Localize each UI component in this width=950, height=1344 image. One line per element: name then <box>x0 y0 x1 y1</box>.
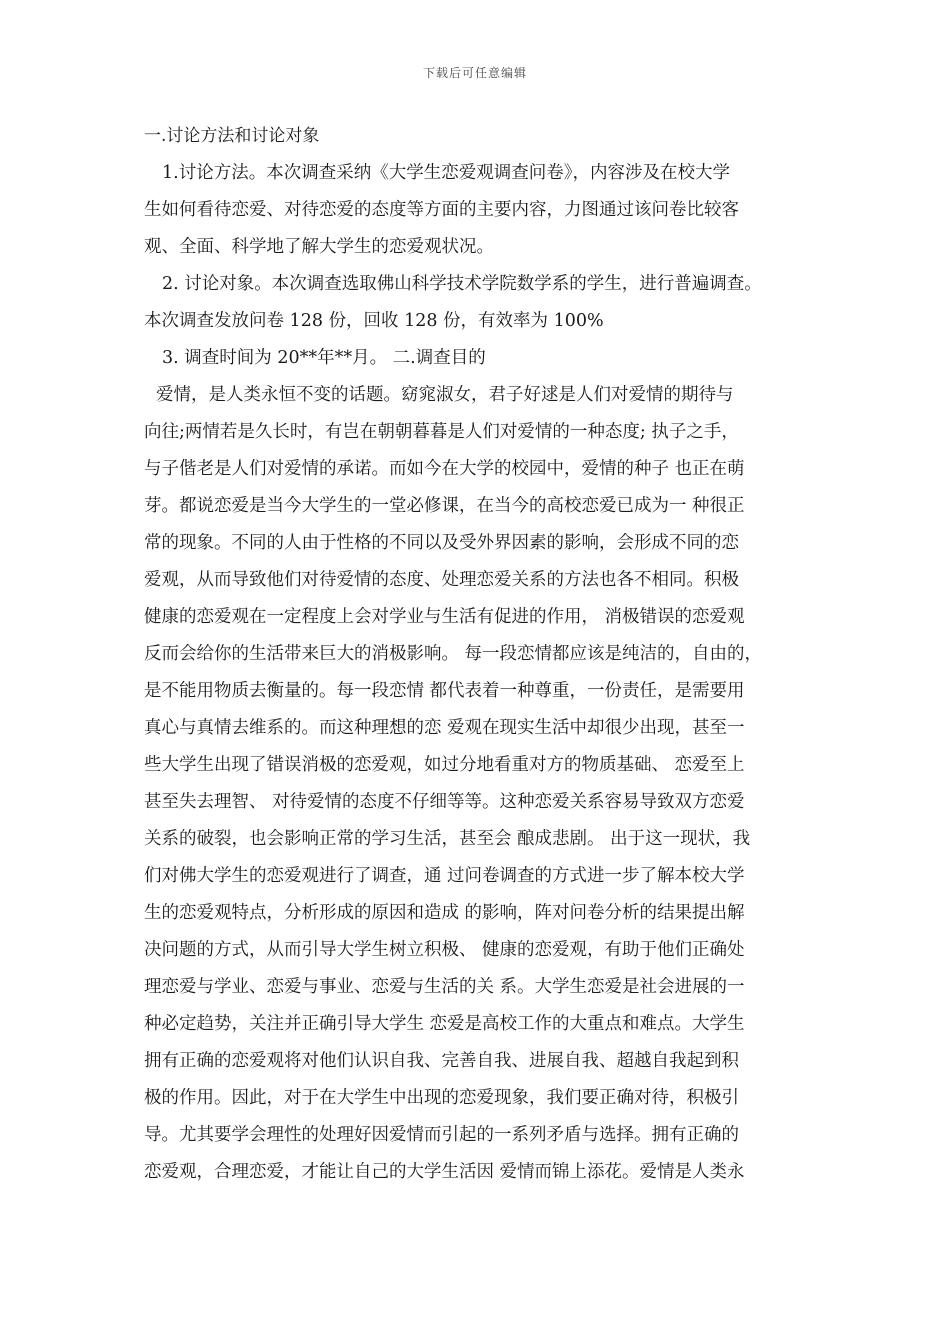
paragraph-line: 是不能用物质去衡量的。每一段恋情 都代表着一种尊重，一份责任，是需要用 <box>144 681 745 701</box>
paragraph-line: 导。尤其要学会理性的处理好因爱情而引起的一系列矛盾与选择。拥有正确的 <box>144 1125 739 1145</box>
document-body <box>144 118 824 1191</box>
paragraph-line: 爱情，是人类永恒不变的话题。窈窕淑女，君子好逑是人们对爱情的期待与 <box>156 385 734 405</box>
page-header: 下载后可任意编辑 <box>422 66 527 80</box>
paragraph-line: 1.讨论方法。本次调查采纳《大学生恋爱观调查问卷》，内容涉及在校大学 <box>162 163 730 183</box>
paragraph-line: 真心与真情去维系的。而这种理想的恋 爱观在现实生活中却很少出现，甚至一 <box>144 718 745 738</box>
paragraph-line: 关系的破裂，也会影响正常的学习生活，甚至会 酿成悲剧。 出于这一现状，我 <box>144 829 751 849</box>
paragraph-line: 极的作用。因此，对于在大学生中出现的恋爱现象，我们要正确对待，积极引 <box>144 1088 739 1108</box>
paragraph-line: 生如何看待恋爱、对待恋爱的态度等方面的主要内容，力图通过该问卷比较客 <box>144 200 739 220</box>
paragraph-line: 芽。都说恋爱是当今大学生的一堂必修课，在当今的高校恋爱已成为一 种很正 <box>144 496 745 516</box>
paragraph-line: 种必定趋势，关注并正确引导大学生 恋爱是高校工作的大重点和难点。大学生 <box>144 1014 745 1034</box>
paragraph-line: 甚至失去理智、 对待爱情的态度不仔细等等。这种恋爱关系容易导致双方恋爱 <box>144 792 745 812</box>
paragraph-line: 爱观，从而导致他们对待爱情的态度、处理恋爱关系的方法也各不相同。积极 <box>144 570 739 590</box>
paragraph-line: 向往;两情若是久长时，有岂在朝朝暮暮是人们对爱情的一种态度; 执子之手， <box>144 422 739 442</box>
paragraph-line: 些大学生出现了错误消极的恋爱观，如过分地看重对方的物质基础、 恋爱至上 <box>144 755 745 775</box>
paragraph-line: 生的恋爱观特点，分析形成的原因和造成 的影响，阵对问卷分析的结果提出解 <box>144 903 745 923</box>
paragraph-line: 常的现象。不同的人由于性格的不同以及受外界因素的影响，会形成不同的恋 <box>144 533 739 553</box>
section-heading-methods: 一.讨论方法和讨论对象 <box>144 126 320 146</box>
paragraph-line: 恋爱观，合理恋爱，才能让自己的大学生活因 爱情而锦上添花。爱情是人类永 <box>144 1162 745 1182</box>
paragraph-line: 反而会给你的生活带来巨大的消极影响。 每一段恋情都应该是纯洁的，自由的， <box>144 644 763 664</box>
paragraph-line: 2. 讨论对象。本次调查选取佛山科学技术学院数学系的学生，进行普遍调查。 <box>162 274 762 294</box>
paragraph-line: 本次调查发放问卷 128 份，回收 128 份，有效率为 100% <box>144 311 604 331</box>
paragraph-line: 们对佛大学生的恋爱观进行了调查，通 过问卷调查的方式进一步了解本校大学 <box>144 866 745 886</box>
paragraph-line: 理恋爱与学业、恋爱与事业、恋爱与生活的关 系。大学生恋爱是社会进展的一 <box>144 977 745 997</box>
paragraph-line: 拥有正确的恋爱观将对他们认识自我、完善自我、进展自我、超越自我起到积 <box>144 1051 739 1071</box>
paragraph-line: 3. 调查时间为 20**年**月。 二.调查目的 <box>162 348 486 368</box>
paragraph-line: 健康的恋爱观在一定程度上会对学业与生活有促进的作用， 消极错误的恋爱观 <box>144 607 745 627</box>
paragraph-line: 观、全面、科学地了解大学生的恋爱观状况。 <box>144 237 494 257</box>
paragraph-line: 与子偕老是人们对爱情的承诺。而如今在大学的校园中，爱情的种子 也正在萌 <box>144 459 745 479</box>
paragraph-line: 决问题的方式，从而引导大学生树立积极、 健康的恋爱观，有助于他们正确处 <box>144 940 745 960</box>
